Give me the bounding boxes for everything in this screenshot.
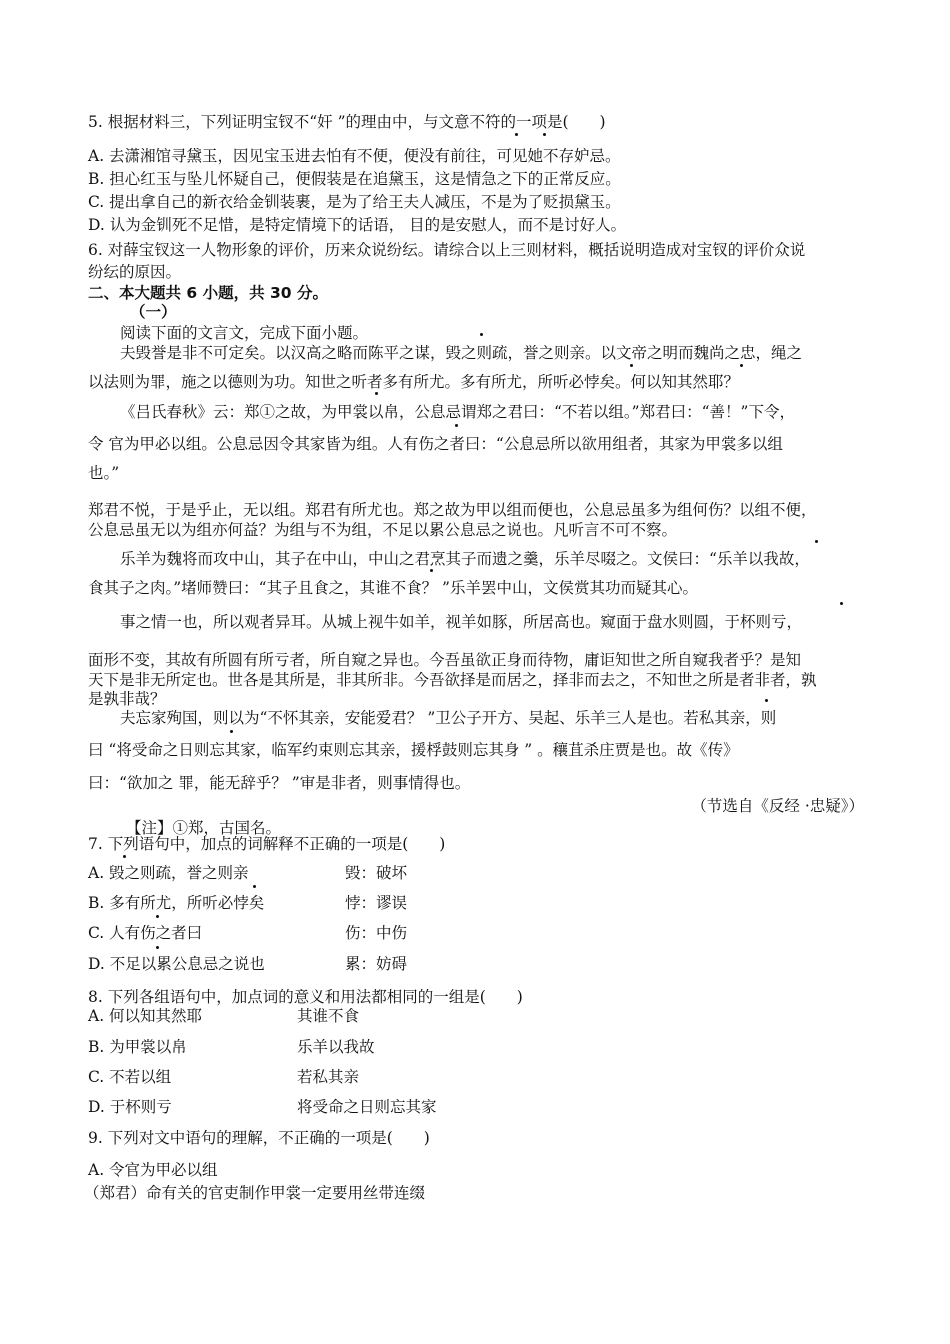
q7-stem: 7. 下列语句中，加点的词解释不正确的一项是( ) [88, 835, 446, 853]
q7-gloss-a: 毁：破坏 [345, 864, 408, 882]
passage-p3-line-2: 公息忌虽无以为组亦何益？为组与不为组，不足以累公息忌之说也。凡听言不可不察。 [88, 521, 678, 539]
emphasis-dot [740, 364, 743, 367]
q5-option-b: B. 担心红玉与坠儿怀疑自己，便假装是在追黛玉，这是情急之下的正常反应。 [88, 170, 621, 188]
passage-source: （节选自《反经 ·忠疑》） [691, 797, 864, 815]
q9-stem: 9. 下列对文中语句的理解，不正确的一项是( ) [88, 1129, 430, 1147]
q7-gloss-b: 悖：谬误 [345, 894, 408, 912]
q8-pair-b: 乐羊以我故 [297, 1038, 375, 1056]
q7-option-a: A. 毁之则疏，誉之则亲 [88, 864, 249, 882]
q7-option-d: D. 不足以累公息忌之说也 [88, 955, 265, 973]
passage-p6-line-1: 夫忘家殉国，则以为“不怀其亲，安能爱君？ ”卫公子开方、吴起、乐羊三人是也。若私其亲，则 [120, 709, 777, 727]
section-heading: 二、本大题共 6 小题，共 30 分。 [88, 284, 328, 302]
passage-p6-line-3: 曰：“欲加之 罪，能无辞乎？ ”审是非者，则事情得也。 [88, 774, 471, 792]
q8-stem: 8. 下列各组语句中，加点词的意义和用法都相同的一组是( ) [88, 988, 523, 1006]
q9-option-a-explanation: （郑君）命有关的官吏制作甲裳一定要用丝带连缀 [84, 1184, 426, 1202]
passage-note: 【注】①郑，古国名。 [126, 819, 282, 837]
passage-p5-line-1: 事之情一也，所以观者异耳。从城上视牛如羊，视羊如豚，所居高也。窥面于盘水则圆，于杯则亏， [120, 613, 803, 631]
emphasis-dot [253, 885, 256, 888]
q8-option-a: A. 何以知其然耶 [88, 1007, 203, 1025]
passage-p6-line-2: 曰 “将受命之日则忘其家，临军约束则忘其亲，援桴鼓则忘其身 ” 。穰苴杀庄贾是也。故《传》 [88, 741, 739, 759]
q8-pair-d: 将受命之日则忘其家 [297, 1098, 437, 1116]
q5-stem: 5. 根据材料三，下列证明宝钗不“奸 ”的理由中，与文意不符的一项是( ) [88, 113, 606, 131]
q5-option-c: C. 提出拿自己的新衣给金钏装裹，是为了给王夫人减压，不是为了贬损黛玉。 [88, 193, 621, 211]
emphasis-dot [156, 915, 159, 918]
emphasis-dot [630, 364, 633, 367]
q6-line-1: 6. 对薛宝钗这一人物形象的评价，历来众说纷纭。请综合以上三则材料，概括说明造成对宝钗的评价众说 [88, 241, 806, 259]
emphasis-dot [480, 333, 483, 336]
q8-pair-c: 若私其亲 [297, 1068, 360, 1086]
q7-option-c: C. 人有伤之者曰 [88, 924, 203, 942]
passage-p3-line-1: 郑君不悦，于是乎止，无以组。郑君有所尤也。郑之故为甲以组而便也，公息忌虽多为组何伤？以组不便， [88, 501, 817, 519]
emphasis-dot [230, 730, 233, 733]
q6-line-2: 纷纭的原因。 [88, 263, 182, 281]
q7-gloss-d: 累：妨碍 [345, 955, 408, 973]
passage-p2-line-3: 也。” [88, 464, 120, 482]
emphasis-dot [455, 424, 458, 427]
emphasis-dot [765, 699, 768, 702]
passage-p2-line-1: 《吕氏春秋》云：郑①之故，为甲裳以帛，公息忌谓郑之君曰：“不若以组。”郑君曰：“善！”下令， [120, 403, 795, 421]
passage-p5-line-2: 面形不变，其故有所圆有所亏者，所自窥之异也。今吾虽欲正身而待物，庸讵知世之所自窥我者乎？是知 [88, 651, 802, 669]
emphasis-dot [815, 540, 818, 543]
emphasis-dot [123, 855, 126, 858]
section-subheading: （一） [130, 303, 177, 321]
q5-option-a: A. 去潇湘馆寻黛玉，因见宝玉进去怕有不便，便没有前往，可见她不存妒忌。 [88, 147, 621, 165]
q8-pair-a: 其谁不食 [297, 1007, 360, 1025]
emphasis-dot [543, 133, 546, 136]
q7-option-b: B. 多有所尤，所听必悖矣 [88, 894, 265, 912]
passage-p4-line-2: 食其子之肉。”堵师赞曰：“其子且食之，其谁不食？ ”乐羊罢中山，文侯赏其功而疑其心。 [88, 579, 698, 597]
emphasis-dot [375, 392, 378, 395]
passage-p1-line-1: 夫毁誉是非不可定矣。以汉高之略而陈平之谋，毁之则疏，誉之则亲。以文帝之明而魏尚之忠，绳之 [120, 344, 803, 362]
passage-p4-line-1: 乐羊为魏将而攻中山，其子在中山，中山之君烹其子而遗之羹，乐羊尽啜之。文侯曰：“乐羊以我故， [120, 550, 810, 568]
emphasis-dot [156, 946, 159, 949]
q8-option-c: C. 不若以组 [88, 1068, 172, 1086]
emphasis-dot [840, 602, 843, 605]
passage-instruction: 阅读下面的文言文，完成下面小题。 [120, 324, 369, 342]
passage-p5-line-3: 天下是非无所定也。世各是其所是，非其所非。今吾欲择是而居之，择非而去之，不知世之所是者非者，孰 [88, 671, 817, 689]
emphasis-dot [515, 133, 518, 136]
q5-option-d: D. 认为金钏死不足惜，是特定情境下的话语， 目的是安慰人，而不是讨好人。 [88, 216, 627, 234]
passage-p5-line-4: 是孰非哉？ [88, 690, 166, 708]
q8-option-b: B. 为甲裳以帛 [88, 1038, 187, 1056]
q7-gloss-c: 伤：中伤 [345, 924, 408, 942]
emphasis-dot [430, 569, 433, 572]
q8-option-d: D. 于杯则亏 [88, 1098, 172, 1116]
passage-p2-line-2: 令 官为甲必以组。公息忌因令其家皆为组。人有伤之者曰：“公息忌所以欲用组者，其家为甲裳多以组 [88, 435, 783, 453]
passage-p1-line-2: 以法则为罪，施之以德则为功。知世之听者多有所尤。多有所尤，所听必悖矣。何以知其然耶？ [88, 373, 740, 391]
q9-option-a: A. 令官为甲必以组 [88, 1161, 218, 1179]
